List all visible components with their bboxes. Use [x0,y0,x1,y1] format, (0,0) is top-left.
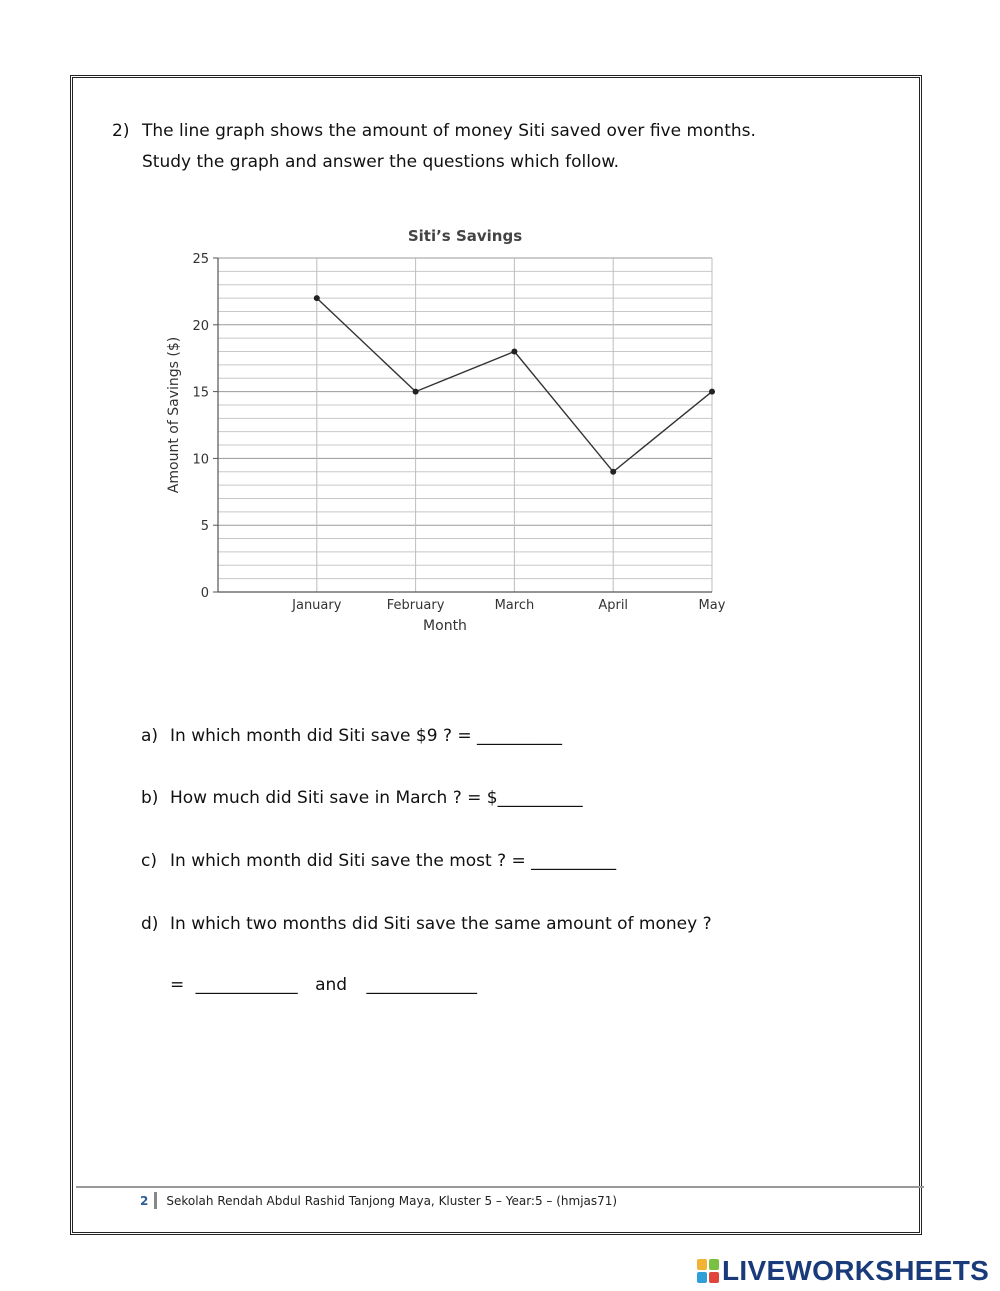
chart-svg [150,220,770,640]
question-d-label: d) [141,914,159,934]
y-tick-label: 10 [192,452,209,468]
question-a [141,726,562,746]
answer-and: and [315,975,348,995]
question-b-label: b) [141,788,159,808]
y-tick-label: 5 [200,519,209,535]
question-line-1: The line graph shows the amount of money Siti saved over five months. [142,121,756,141]
footer-bar [154,1192,157,1209]
page-number: 2 [140,1193,149,1208]
question-a-label: a) [141,726,159,746]
answer-blank-1: ____________ [195,975,298,995]
x-tick-label: May [698,598,726,613]
answer-equals: = [170,975,185,995]
data-point [511,349,517,355]
question-number: 2) [112,121,130,141]
data-point [314,295,320,301]
liveworksheets-logo [697,1255,989,1287]
question-d [141,914,712,934]
question-d-text: In which two months did Siti save the same amount of money ? [170,914,712,934]
data-point [413,389,419,395]
y-tick-label: 25 [192,252,209,267]
answer-line-d [170,975,483,995]
y-tick-label: 15 [192,385,209,401]
question-c-label: c) [141,851,157,871]
footer-divider [76,1186,924,1188]
x-tick-label: January [292,598,342,613]
answer-blank-2: _____________ [366,975,477,995]
chart-title: Siti’s Savings [407,227,523,245]
data-point [610,469,616,475]
x-tick-label: April [598,598,629,613]
x-tick-label: February [386,598,445,613]
x-axis-label: Month [423,618,467,634]
savings-line-chart [150,220,770,640]
footer-text: Sekolah Rendah Abdul Rashid Tanjong Maya, Kluster 5 – Year:5 – (hmjas71) [166,1193,618,1208]
question-c-text: In which month did Siti save the most ? = __________ [170,851,617,871]
data-point [709,389,715,395]
page-footer [140,1192,617,1209]
question-b [141,788,583,808]
y-tick-label: 0 [200,586,209,601]
question-line-2: Study the graph and answer the questions which follow. [142,152,620,172]
question-intro [112,116,756,178]
liveworksheets-wordmark: LIVEWORKSHEETS [722,1255,990,1286]
question-a-text: In which month did Siti save $9 ? = __________ [170,726,563,746]
y-tick-label: 20 [192,318,209,334]
question-b-text: How much did Siti save in March ? = $__________ [170,788,583,808]
x-tick-label: March [494,598,535,613]
y-axis-label: Amount of Savings ($) [166,336,182,494]
question-c [141,851,616,871]
liveworksheets-icon [697,1259,719,1283]
